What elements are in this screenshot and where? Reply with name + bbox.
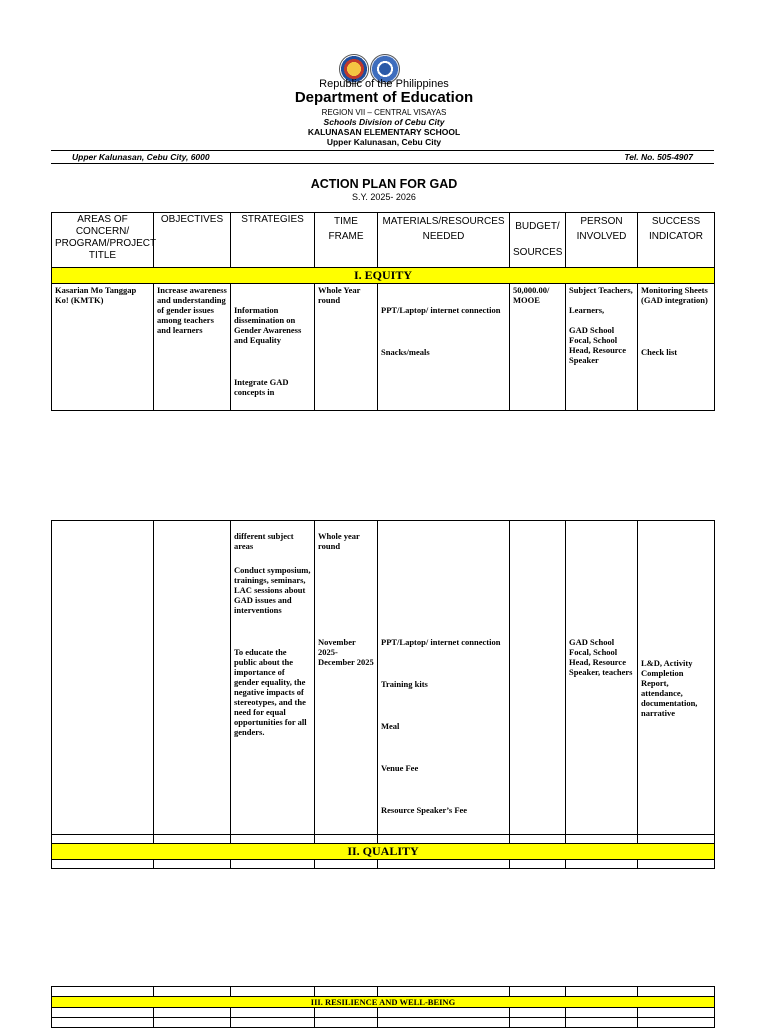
action-plan-table-part1 <box>51 212 715 411</box>
objectives-cell <box>154 521 231 835</box>
header-rule-bottom <box>51 163 714 164</box>
person-item: Subject Teachers, <box>569 285 633 295</box>
material-item: Venue Fee <box>381 763 419 773</box>
person-item: Learners, <box>569 305 605 315</box>
action-plan-table-part2 <box>51 520 715 869</box>
school-address: Upper Kalunasan, Cebu City <box>326 137 442 147</box>
telephone: Tel. No. 505-4907 <box>624 152 693 162</box>
table-row <box>52 860 715 869</box>
header-materials: MATERIALS/RESOURCES NEEDED <box>378 213 510 268</box>
budget-cell <box>510 521 566 835</box>
address-line: Upper Kalunasan, Cebu City, 6000 <box>72 152 210 162</box>
section-band-resilience <box>52 997 715 1008</box>
section-quality-label: II. QUALITY <box>52 844 715 860</box>
department-title: Department of Education <box>294 89 474 106</box>
time-item: Whole year round <box>318 531 360 551</box>
time-item: November 2025- December 2025 <box>318 637 374 667</box>
material-item: Snacks/meals <box>381 347 430 357</box>
school-year: S.Y. 2025- 2026 <box>352 192 416 202</box>
materials-cell <box>378 521 510 835</box>
header-areas: AREAS OF CONCERN/ PROGRAM/PROJECT TITLE <box>52 213 154 268</box>
strategy-item: Conduct symposium, trainings, seminars, LAC sessions about GAD issues and interventions <box>234 565 311 615</box>
strategies-cell <box>231 284 315 411</box>
table-row <box>52 521 715 835</box>
material-item: Resource Speaker’s Fee <box>381 805 468 815</box>
material-item: PPT/Laptop/ internet connection <box>381 305 501 315</box>
objectives-cell: Increase awareness and understanding of gender issues among teachers and learners <box>154 284 231 411</box>
division-text: Schools Division of Cebu City <box>323 117 445 127</box>
strategy-item: different subject areas <box>234 531 294 551</box>
material-item: Training kits <box>381 679 428 689</box>
person-cell: GAD School Focal, School Head, Resource Speaker, teachers <box>566 521 638 835</box>
action-plan-table-part3 <box>51 986 715 1028</box>
success-item: Monitoring Sheets (GAD integration) <box>641 285 708 305</box>
header-budget: BUDGET/ SOURCES <box>510 213 566 268</box>
table-row <box>52 1008 715 1018</box>
strategies-cell <box>231 521 315 835</box>
section-band-equity <box>52 268 715 284</box>
success-cell <box>638 284 715 411</box>
header-person: PERSON INVOLVED <box>566 213 638 268</box>
materials-cell <box>378 284 510 411</box>
table-row <box>52 835 715 844</box>
header-objectives: OBJECTIVES <box>154 213 231 268</box>
header-success: SUCCESS INDICATOR <box>638 213 715 268</box>
header-time-frame: TIME FRAME <box>315 213 378 268</box>
material-item: Meal <box>381 721 400 731</box>
republic-text: Republic of the Philippines <box>319 78 449 90</box>
table-row <box>52 987 715 997</box>
area-cell <box>52 521 154 835</box>
success-cell: L&D, Activity Completion Report, attendance, documentation, narrative <box>638 521 715 835</box>
strategy-item: Information dissemination on Gender Awareness and Equality <box>234 305 302 345</box>
region-text: REGION VII – CENTRAL VISAYAS <box>321 108 447 117</box>
table-header-row <box>52 213 715 268</box>
area-cell: Kasarian Mo Tanggap Ko! (KMTK) <box>52 284 154 411</box>
school-name: KALUNASAN ELEMENTARY SCHOOL <box>307 127 461 137</box>
document-title: ACTION PLAN FOR GAD <box>310 177 458 191</box>
strategy-item: To educate the public about the importance of gender equality, the negative impacts of stereotypes, and the need for equal opportunities for all genders. <box>234 647 307 737</box>
time-frame-cell: Whole Year round <box>315 284 378 411</box>
strategy-item: Integrate GAD concepts in <box>234 377 289 397</box>
header-rule-top <box>51 150 714 151</box>
budget-cell: 50,000.00/ MOOE <box>510 284 566 411</box>
person-item: GAD School Focal, School Head, Resource Speaker <box>569 325 626 365</box>
material-item: PPT/Laptop/ internet connection <box>381 637 501 647</box>
person-cell <box>566 284 638 411</box>
table-row <box>52 1018 715 1028</box>
time-frame-cell <box>315 521 378 835</box>
section-band-quality <box>52 844 715 860</box>
header-strategies: STRATEGIES <box>231 213 315 268</box>
success-item: Check list <box>641 347 678 357</box>
table-row <box>52 284 715 411</box>
section-resilience-label: III. RESILIENCE AND WELL-BEING <box>52 997 715 1008</box>
section-equity-label: I. EQUITY <box>52 268 715 284</box>
